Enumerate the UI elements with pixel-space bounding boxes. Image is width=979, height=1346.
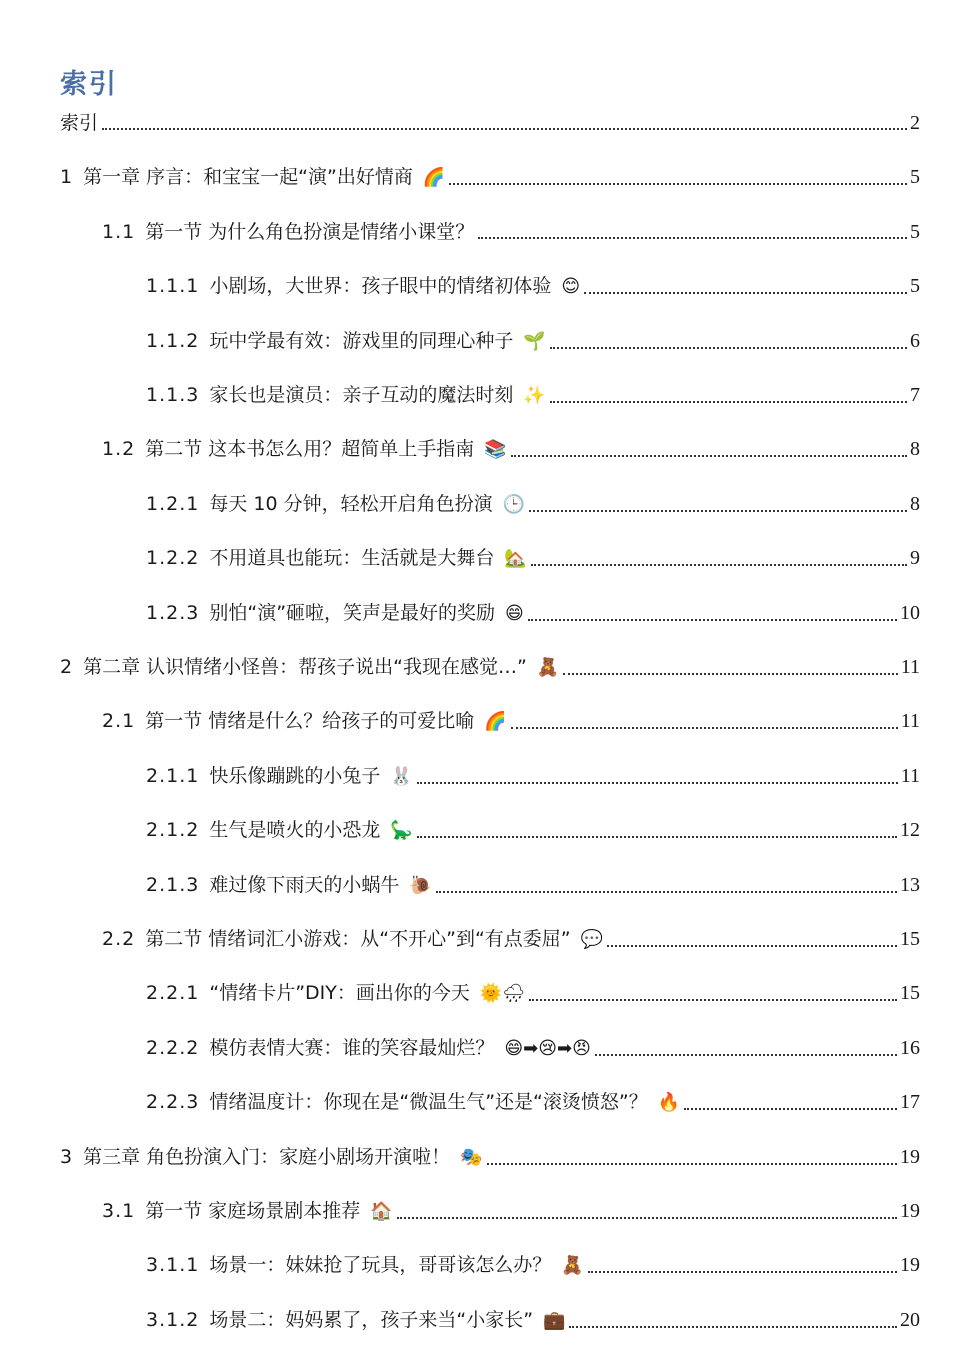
toc-entry-label: 玩中学最有效：游戏里的同理心种子	[209, 329, 514, 352]
toc-entry-label: 家长也是演员：亲子互动的魔法时刻	[209, 384, 514, 406]
toc-entry-number: 2	[60, 656, 74, 678]
toc-page-number: 8	[910, 438, 920, 461]
house-garden-icon: 🏡	[504, 548, 527, 570]
dot-leader	[531, 564, 907, 566]
toc-entry-number: 3.1.2	[146, 1308, 200, 1331]
toc-page-number: 12	[900, 819, 920, 842]
toc-page-number: 10	[900, 601, 920, 624]
house-icon: 🏠	[370, 1201, 393, 1222]
toc-page-number: 5	[910, 166, 920, 189]
toc-entry-label: 难过像下雨天的小蜗牛	[209, 873, 400, 896]
toc-entry[interactable]	[102, 926, 920, 953]
clock-icon: 🕒	[502, 493, 526, 515]
toc-entry-number: 1.2.2	[146, 547, 200, 570]
seedling-icon: 🌱	[523, 330, 546, 352]
teddy-bear-icon: 🧸	[536, 657, 560, 678]
toc-entry-label: 情绪温度计：你现在是“微温生气”还是“滚烫愤怒”？	[209, 1091, 648, 1114]
toc-page-number: 11	[900, 764, 920, 787]
toc-entry[interactable]	[102, 708, 920, 735]
books-icon: 📚	[484, 439, 507, 461]
dinosaur-icon: 🦕	[390, 820, 413, 842]
toc-entry-label: 第二节 这本书怎么用？超简单上手指南	[145, 438, 475, 461]
toc-entry-number: 2.1.1	[146, 764, 200, 787]
dot-leader	[511, 727, 898, 729]
briefcase-icon: 💼	[543, 1309, 566, 1331]
dot-leader	[436, 891, 897, 893]
toc-entry-number: 2.2.1	[146, 982, 200, 1005]
toc-entry-number: 1.2	[102, 438, 136, 461]
toc-entry-number: 2.2.2	[146, 1036, 200, 1059]
dot-leader	[550, 347, 907, 349]
toc-entry-label: 索引	[60, 112, 99, 134]
toc-entry[interactable]	[146, 328, 920, 355]
toc-page-number: 9	[910, 547, 920, 570]
toc-page-number: 15	[900, 982, 920, 1005]
toc-entry-number: 1.2.3	[146, 601, 200, 624]
toc-page-number: 11	[900, 656, 920, 678]
toc-entry-number: 2.1.2	[146, 819, 200, 842]
toc-entry-label: 模仿表情大赛：谁的笑容最灿烂？	[209, 1036, 495, 1059]
toc-entry-number: 1.1.1	[146, 275, 200, 298]
toc-entry[interactable]	[146, 600, 920, 627]
toc-page-number: 8	[910, 492, 920, 515]
dot-leader	[511, 455, 907, 457]
toc-entry-number: 2.1.3	[146, 873, 200, 896]
toc-entry-label: 每天 10 分钟，轻松开启角色扮演	[209, 492, 493, 515]
toc-entry[interactable]	[146, 817, 920, 844]
dot-leader	[588, 1271, 897, 1273]
toc-entry-number: 2.2.3	[146, 1091, 200, 1114]
toc-entry-label: 第一章 序言：和宝宝一起“演”出好情商	[83, 166, 413, 189]
toc-entry-label: 生气是喷火的小恐龙	[209, 819, 381, 842]
toc-entry[interactable]	[146, 1252, 920, 1279]
toc-entry[interactable]	[102, 1198, 920, 1225]
toc-page-number: 16	[900, 1036, 920, 1059]
toc-page-number: 5	[910, 220, 920, 243]
toc-page-number: 19	[900, 1254, 920, 1277]
toc-entry-number: 1	[60, 166, 74, 189]
rainbow-icon: 🌈	[422, 167, 446, 189]
toc-entry-label: 第一节 为什么角色扮演是情绪小课堂？	[145, 220, 475, 243]
toc-entry[interactable]	[146, 1307, 920, 1334]
toc-entry[interactable]	[146, 382, 920, 409]
dot-leader	[102, 128, 907, 130]
toc-page-number: 19	[900, 1200, 920, 1222]
sparkles-icon: ✨	[523, 385, 546, 406]
speech-bubble-icon: 💬	[580, 929, 604, 950]
snail-icon: 🐌	[409, 874, 432, 896]
toc-entry-number: 3	[60, 1145, 74, 1168]
toc-entry[interactable]	[146, 1089, 920, 1116]
toc-entry[interactable]	[60, 654, 920, 681]
toc-entry-number: 1.2.1	[146, 492, 200, 515]
fire-icon: 🔥	[657, 1092, 681, 1114]
toc-entry-number: 3.1.1	[146, 1254, 200, 1277]
dot-leader	[417, 836, 897, 838]
toc-entry-number: 3.1	[102, 1200, 136, 1222]
dot-leader	[550, 401, 907, 403]
toc-entry[interactable]	[102, 219, 920, 245]
toc-entry-label: 第一节 家庭场景剧本推荐	[145, 1200, 361, 1222]
dot-leader	[478, 237, 907, 239]
sun-rain-icon: 🌞🌧	[479, 983, 526, 1005]
toc-entry-number: 2.2	[102, 928, 136, 950]
dot-leader	[528, 619, 897, 621]
toc-page-number: 7	[910, 384, 920, 406]
toc-entry-label: 不用道具也能玩：生活就是大舞台	[209, 547, 495, 570]
dot-leader	[569, 1326, 897, 1328]
toc-entry[interactable]	[102, 436, 920, 463]
toc-entry[interactable]	[60, 110, 920, 136]
toc-page-number: 11	[900, 710, 920, 733]
toc-entry[interactable]	[146, 545, 920, 572]
teddy-bear-icon: 🧸	[561, 1255, 584, 1277]
toc-entry-label: 第二节 情绪词汇小游戏：从“不开心”到“有点委屈”	[145, 928, 571, 950]
toc-page-number: 13	[900, 873, 920, 896]
dot-leader	[397, 1217, 897, 1219]
toc-entry-number: 1.1	[102, 220, 136, 243]
toc-entry-number: 2.1	[102, 710, 136, 733]
dot-leader	[449, 183, 907, 185]
toc-page-number: 17	[900, 1091, 920, 1114]
dot-leader	[417, 782, 898, 784]
toc-entry-label: 别怕“演”砸啦，笑声是最好的奖励	[209, 601, 496, 624]
toc-entry[interactable]	[146, 872, 920, 899]
dot-leader	[563, 673, 897, 675]
toc-page-number: 20	[900, 1308, 920, 1331]
toc-page-number: 6	[910, 329, 920, 352]
toc-entry[interactable]	[60, 1144, 920, 1171]
toc-entry-label: 场景二：妈妈累了，孩子来当“小家长”	[209, 1308, 534, 1331]
toc-entry[interactable]	[146, 763, 920, 790]
toc-page-number: 19	[900, 1145, 920, 1168]
toc-entry-label: 快乐像蹦跳的小兔子	[209, 764, 381, 787]
dot-leader	[595, 1054, 897, 1056]
toc-entry[interactable]	[146, 273, 920, 300]
dot-leader	[607, 945, 897, 947]
toc-entry-label: 小剧场，大世界：孩子眼中的情绪初体验	[209, 275, 552, 298]
toc-entry-label: 第二章 认识情绪小怪兽：帮孩子说出“我现在感觉…”	[83, 656, 527, 678]
toc-entry-label: “情绪卡片”DIY：画出你的今天	[209, 982, 470, 1005]
toc-entry-number: 1.1.3	[146, 384, 200, 406]
dot-leader	[684, 1108, 897, 1110]
toc-entry-label: 第一节 情绪是什么？给孩子的可爱比喻	[145, 710, 475, 733]
toc-entry[interactable]	[146, 491, 920, 518]
toc-page-number: 15	[900, 928, 920, 950]
toc-heading: 索引	[60, 69, 118, 100]
toc-entry[interactable]	[146, 1035, 920, 1062]
toc-page-number: 2	[910, 112, 920, 134]
dot-leader	[529, 510, 907, 512]
smile-icon: 😊	[561, 276, 581, 298]
theater-masks-icon: 🎭	[460, 1146, 483, 1168]
toc-entry[interactable]	[146, 980, 920, 1007]
rainbow-icon: 🌈	[484, 711, 507, 733]
grin-icon: 😄	[505, 602, 524, 624]
rabbit-icon: 🐰	[390, 765, 413, 787]
toc-entry-number: 1.1.2	[146, 329, 200, 352]
toc-page-number: 5	[910, 275, 920, 298]
dot-leader	[487, 1163, 897, 1165]
toc-entry[interactable]	[60, 164, 920, 191]
faces-sequence-icon: 😄➡😢➡😠	[504, 1037, 591, 1059]
dot-leader	[529, 999, 897, 1001]
toc-entry-label: 场景一：妹妹抢了玩具，哥哥该怎么办？	[209, 1254, 552, 1277]
toc-entry-label: 第三章 角色扮演入门：家庭小剧场开演啦！	[83, 1145, 451, 1168]
dot-leader	[584, 292, 907, 294]
